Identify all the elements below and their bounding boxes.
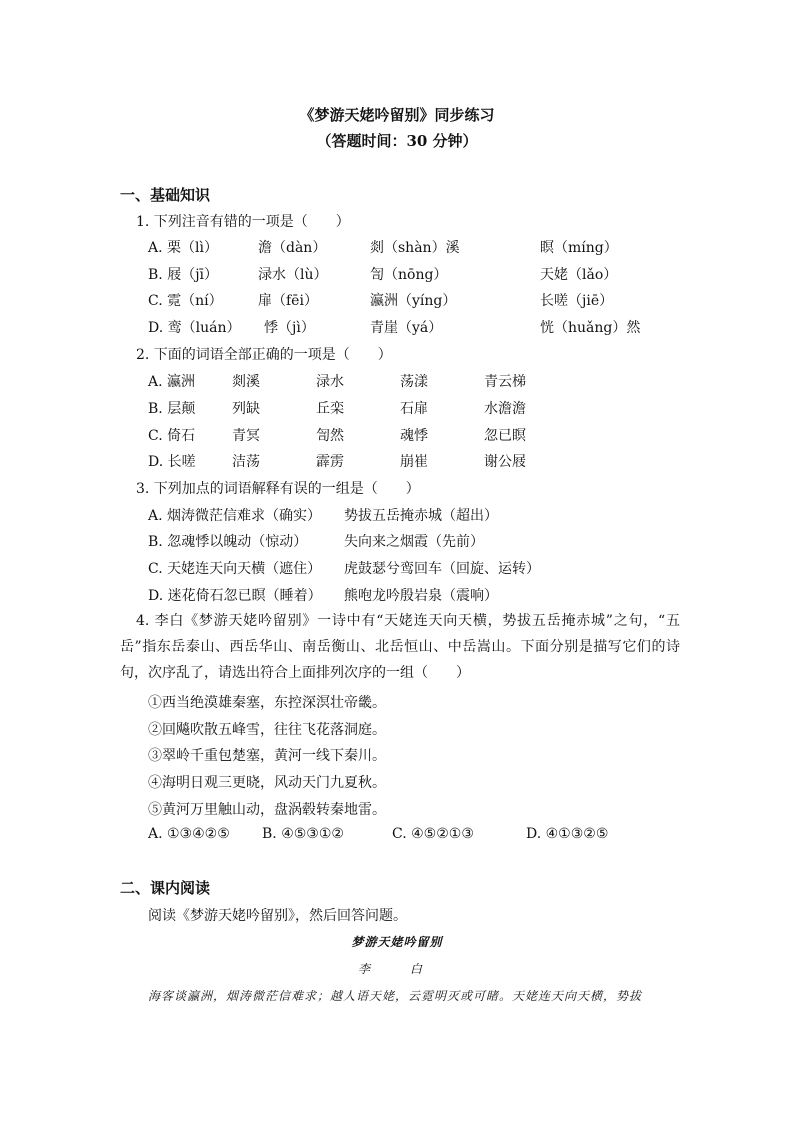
option-cell: 崩崔 (400, 454, 428, 470)
option-cell: 天姥（lǎo） (540, 267, 618, 283)
question-1-stem: 1. 下列注音有错的一项是（ ） (136, 214, 350, 230)
option-cell: 失向来之烟霞（先前） (344, 534, 484, 550)
poem-text-line: 海客谈瀛洲，烟涛微茫信难求；越人语天姥，云霓明灭或可睹。天姥连天向天横，势拔 (148, 989, 643, 1003)
option-cell: 势拔五岳掩赤城（超出） (344, 508, 498, 524)
option-cell: 霹雳 (316, 454, 344, 470)
option-cell: C. 霓（ní） (148, 293, 223, 309)
option-cell: 青崖（yá） (370, 320, 443, 336)
option-cell: 忽已瞑 (484, 428, 526, 444)
option-cell: D. 迷花倚石忽已瞑（睡着） (148, 588, 322, 604)
option-cell: C. 天姥连天向天横（遮住） (148, 561, 322, 577)
option-cell: 熊咆龙吟殷岩泉（震响） (344, 588, 498, 604)
option-cell: 剡溪 (232, 374, 260, 390)
option-cell: 瞑（míng） (540, 240, 618, 256)
choice-c: C. ④⑤②①③ (392, 826, 474, 842)
option-cell: D. 鸾（luán） (148, 320, 241, 336)
option-cell: 石扉 (400, 401, 428, 417)
option-cell: 剡（shàn）溪 (370, 240, 460, 256)
section-heading-reading: 二、课内阅读 (120, 879, 211, 897)
reading-intro: 阅读《梦游天姥吟留别》，然后回答问题。 (148, 908, 407, 924)
poem-author: 李 白 (357, 962, 436, 976)
option-cell: A. 栗（lì） (148, 240, 218, 256)
poem-verse-1: ①西当绝漠雄秦塞，东控深溟壮帝畿。 (148, 695, 386, 711)
option-cell: 青云梯 (484, 374, 526, 390)
option-cell: 恍（huǎng）然 (540, 320, 641, 336)
option-cell: A. 瀛洲 (148, 374, 196, 390)
poem-verse-3: ③翠岭千重包楚塞，黄河一线下秦川。 (148, 748, 386, 764)
option-cell: 訇然 (316, 428, 344, 444)
choice-d: D. ④①③②⑤ (526, 826, 609, 842)
option-cell: A. 烟涛微茫信难求（确实） (148, 508, 322, 524)
poem-verse-5: ⑤黄河万里触山动，盘涡毂转秦地雷。 (148, 802, 386, 818)
option-cell: 谢公屐 (484, 454, 526, 470)
question-2-stem: 2. 下面的词语全部正确的一项是（ ） (136, 347, 392, 363)
poem-title: 梦游天姥吟留别 (351, 935, 443, 949)
option-cell: B. 屐（jī） (148, 267, 219, 283)
option-cell: 丘栾 (316, 401, 344, 417)
option-cell: 虎鼓瑟兮鸾回车（回旋、运转） (344, 561, 540, 577)
option-cell: 长嗟（jiē） (540, 293, 614, 309)
option-cell: 渌水（lù） (258, 267, 328, 283)
document-title: 《梦游天姥吟留别》同步练习 (299, 106, 495, 124)
option-cell: B. 忽魂悸以魄动（惊动） (148, 534, 308, 550)
option-cell: 魂悸 (400, 428, 428, 444)
option-cell: C. 倚石 (148, 428, 196, 444)
option-cell: 洁荡 (232, 454, 260, 470)
option-cell: 列缺 (232, 401, 260, 417)
question-3-stem: 3. 下列加点的词语解释有误的一组是（ ） (136, 481, 420, 497)
option-cell: 水澹澹 (484, 401, 526, 417)
option-cell: 訇（nōng） (370, 267, 448, 283)
poem-verse-2: ②回飚吹散五峰雪，往往飞花落洞庭。 (148, 722, 386, 738)
poem-verse-4: ④海明日观三更晓，风动天门九夏秋。 (148, 775, 386, 791)
choice-a: A. ①③④②⑤ (148, 826, 230, 842)
option-cell: 瀛洲（yíng） (370, 293, 457, 309)
option-cell: 青冥 (232, 428, 260, 444)
option-cell: 扉（fēi） (258, 293, 318, 309)
option-cell: 渌水 (316, 374, 344, 390)
option-cell: 悸（jì） (264, 320, 315, 336)
choice-b: B. ④⑤③①② (262, 826, 344, 842)
question-4-stem: 4. 李白《梦游天姥吟留别》一诗中有“天姥连天向天横，势拔五岳掩赤城”之句，“五岳”指东岳泰山、西岳华山、南岳衡山、北岳恒山、中岳嵩山。下面分别是描写它们的诗句，次序乱了，请选出符合上面排列次序的一组（ ） (120, 613, 680, 681)
option-cell: B. 层颠 (148, 401, 196, 417)
option-cell: 荡漾 (400, 374, 428, 390)
option-cell: 澹（dàn） (258, 240, 327, 256)
document-subtitle: （答题时间：30 分钟） (316, 132, 478, 150)
section-heading-basics: 一、基础知识 (120, 186, 211, 204)
option-cell: D. 长嗟 (148, 454, 196, 470)
